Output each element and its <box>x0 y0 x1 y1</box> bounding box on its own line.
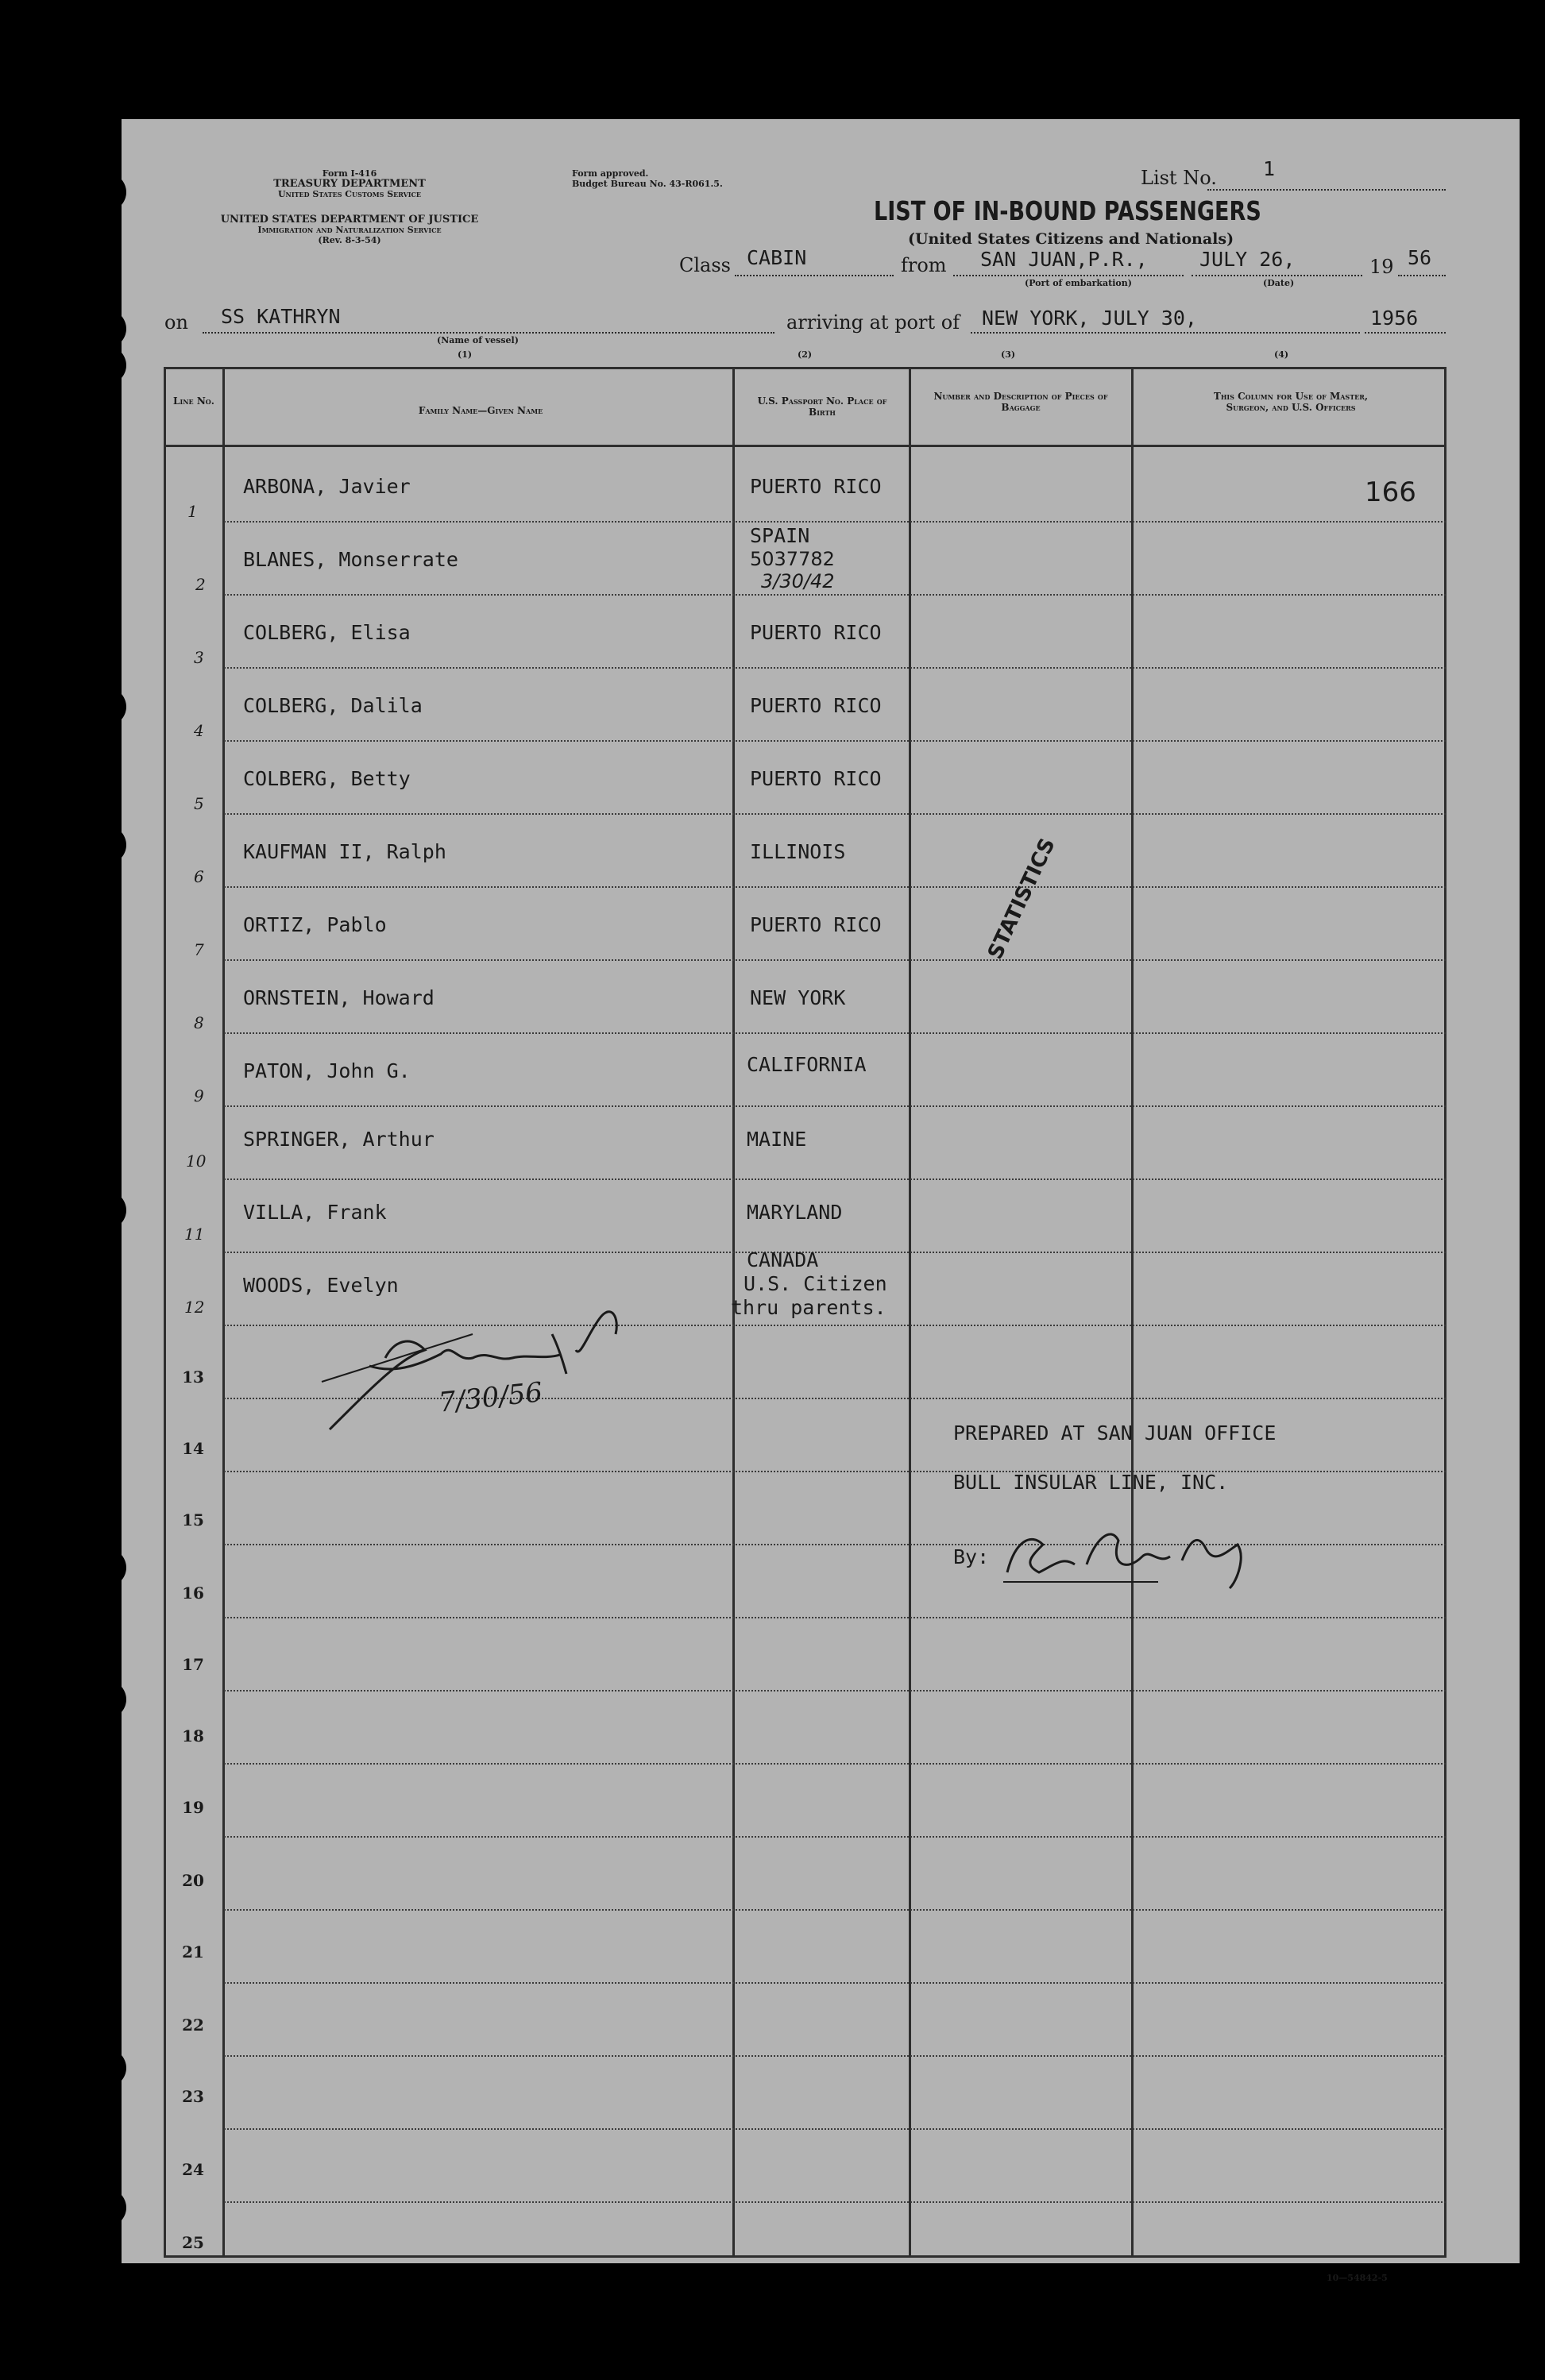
passenger-name: WOODS, Evelyn <box>243 1274 399 1297</box>
vessel-name: SS KATHRYN <box>221 305 341 328</box>
line-number: 20 <box>182 1871 204 1890</box>
line-number: 6 <box>194 867 204 886</box>
customs-service: United States Customs Service <box>277 189 422 199</box>
line-number: 18 <box>182 1726 204 1745</box>
line-number: 10 <box>186 1151 207 1171</box>
header-name: Family Name—Given Name <box>418 405 543 416</box>
vessel-caption: (Name of vessel) <box>437 335 519 345</box>
binder-hole <box>88 2189 126 2227</box>
place-of-birth: CALIFORNIA <box>747 1053 867 1076</box>
date-caption: (Date) <box>1263 278 1295 288</box>
binder-hole <box>88 310 126 348</box>
on-label: on <box>164 311 188 334</box>
inspector-signature <box>314 1286 663 1445</box>
line-number: 3 <box>194 648 204 667</box>
class-value: CABIN <box>747 246 807 269</box>
line-number: 7 <box>194 940 204 959</box>
place-of-birth: SPAIN <box>750 524 810 547</box>
prepared-line1: PREPARED AT SAN JUAN OFFICE <box>953 1421 1277 1445</box>
ins-name: Immigration and Naturalization Service <box>257 225 442 235</box>
date-value: JULY 26, <box>1199 248 1296 271</box>
passenger-name: COLBERG, Elisa <box>243 621 411 644</box>
citizenship-note: thru parents. <box>731 1296 886 1319</box>
line-number: 23 <box>182 2087 204 2106</box>
header-baggage: Number and Description of Pieces of Baggage <box>933 391 1108 413</box>
line-number: 2 <box>195 575 206 594</box>
from-value: SAN JUAN,P.R., <box>980 248 1148 271</box>
from-label: from <box>901 254 947 276</box>
binder-hole <box>88 826 126 864</box>
passenger-name: SPRINGER, Arthur <box>243 1128 435 1151</box>
arrival-value: NEW YORK, JULY 30, <box>982 307 1197 330</box>
prepared-by-label: By: <box>953 1545 990 1568</box>
class-label: Class <box>679 254 731 276</box>
form-code: 10—54842-5 <box>1327 2273 1388 2283</box>
passenger-name: COLBERG, Betty <box>243 767 411 790</box>
binder-hole <box>88 1191 126 1229</box>
arriving-label: arriving at port of <box>786 311 960 334</box>
list-no-label: List No. <box>1141 167 1217 189</box>
form-number: Form I-416 <box>322 168 377 179</box>
line-number: 25 <box>182 2233 204 2252</box>
header-passport: U.S. Passport No. Place of Birth <box>757 395 887 418</box>
line-number: 4 <box>194 721 204 740</box>
line-number: 14 <box>182 1439 204 1458</box>
line-number: 9 <box>194 1086 204 1105</box>
line-number: 13 <box>182 1367 204 1387</box>
place-of-birth: PUERTO RICO <box>750 767 882 790</box>
place-of-birth: PUERTO RICO <box>750 621 882 644</box>
arrival-year: 1956 <box>1370 307 1419 330</box>
binder-hole <box>88 346 126 384</box>
line-number: 15 <box>182 1510 204 1529</box>
justice-dept: UNITED STATES DEPARTMENT OF JUSTICE <box>220 214 479 226</box>
line-number: 22 <box>182 2015 204 2035</box>
passport-date: 3/30/42 <box>761 570 835 592</box>
passenger-name: VILLA, Frank <box>243 1201 387 1224</box>
officer-mark: 166 <box>1365 476 1416 508</box>
line-number: 5 <box>194 794 204 813</box>
year-prefix: 19 <box>1369 256 1394 278</box>
binder-hole <box>88 1549 126 1587</box>
passenger-name: ORTIZ, Pablo <box>243 913 387 936</box>
header-line-no: Line No. <box>173 395 214 407</box>
line-number: 12 <box>184 1298 205 1317</box>
agent-signature <box>999 1509 1261 1596</box>
passenger-name: KAUFMAN II, Ralph <box>243 840 446 863</box>
binder-hole <box>88 2049 126 2087</box>
page-subtitle: (United States Citizens and Nationals) <box>908 230 1234 248</box>
embarkation-caption: (Port of embarkation) <box>1025 278 1132 288</box>
passenger-name: ORNSTEIN, Howard <box>243 986 435 1009</box>
passenger-name: COLBERG, Dalila <box>243 694 423 717</box>
line-number: 24 <box>182 2160 204 2179</box>
place-of-birth: PUERTO RICO <box>750 475 882 498</box>
line-number: 8 <box>194 1013 204 1032</box>
col2-number: (2) <box>798 349 813 360</box>
place-of-birth: NEW YORK <box>750 986 846 1009</box>
col1-number: (1) <box>458 349 473 360</box>
place-of-birth: PUERTO RICO <box>750 913 882 936</box>
form-sheet <box>122 119 1520 2263</box>
place-of-birth: MARYLAND <box>747 1201 843 1224</box>
form-approved: Form approved. <box>572 168 649 179</box>
col3-number: (3) <box>1001 349 1016 360</box>
list-no-value: 1 <box>1263 157 1276 180</box>
page-title: LIST OF IN-BOUND PASSENGERS <box>874 195 1261 226</box>
line-number: 11 <box>184 1225 205 1244</box>
budget-bureau: Budget Bureau No. 43-R061.5. <box>572 179 723 189</box>
binder-hole <box>88 688 126 726</box>
line-number: 16 <box>182 1583 204 1603</box>
year-suffix: 56 <box>1408 246 1432 269</box>
header-officers: This Column for Use of Master, Surgeon, and U.S. Officers <box>1213 391 1369 413</box>
revision: (Rev. 8-3-54) <box>318 235 381 245</box>
place-of-birth: CANADA <box>747 1248 819 1271</box>
passenger-name: BLANES, Monserrate <box>243 548 458 571</box>
binder-hole <box>88 173 126 211</box>
line-number: 21 <box>182 1942 204 1961</box>
passport-number: 5037782 <box>750 548 835 570</box>
citizenship-note: U.S. Citizen <box>744 1272 887 1295</box>
passenger-name: ARBONA, Javier <box>243 475 411 498</box>
place-of-birth: MAINE <box>747 1128 807 1151</box>
binder-hole <box>88 1680 126 1718</box>
statistics-stamp: STATISTICS <box>983 835 1060 963</box>
line-number: 1 <box>187 502 198 521</box>
col4-number: (4) <box>1274 349 1289 360</box>
inspector-date: 7/30/56 <box>437 1376 544 1419</box>
line-number: 17 <box>182 1655 204 1674</box>
place-of-birth: PUERTO RICO <box>750 694 882 717</box>
place-of-birth: ILLINOIS <box>750 840 846 863</box>
dept-name: TREASURY DEPARTMENT <box>273 178 426 190</box>
line-number: 19 <box>182 1798 204 1817</box>
passenger-name: PATON, John G. <box>243 1059 411 1082</box>
prepared-line2: BULL INSULAR LINE, INC. <box>953 1471 1229 1494</box>
